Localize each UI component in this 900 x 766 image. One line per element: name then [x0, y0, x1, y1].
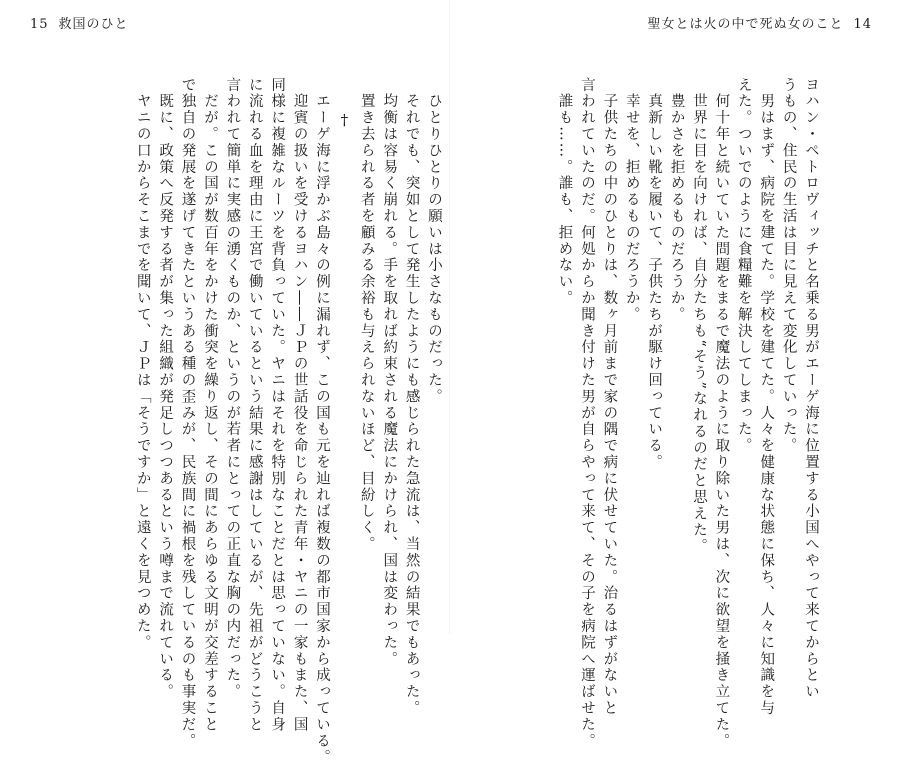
text-line: うもの、住民の生活は目に見えて変化していった。 [780, 77, 797, 455]
left-chapter-title: 救国のひと [58, 17, 129, 32]
right-page-body [553, 77, 822, 750]
left-running-header [30, 13, 129, 32]
left-page-body [131, 77, 445, 766]
left-page-number: 15 [30, 17, 49, 32]
text-line: 何十年と続いていた問題をまるで魔法のように取り除いた男は、次に欲望を掻き立てた。 [713, 77, 730, 750]
text-line: 男はまず、病院を建てた。学校を建てた。人々を健康な状態に保ち、人々に知識を与 [758, 77, 775, 717]
text-line: 置き去られる者を顧みる余裕も与えられないほど、目紛しく。 [358, 77, 375, 553]
text-line: 言われていたのだ。何処からか聞き付けた男が自らやって来て、その子を病院へ運ばせた。 [578, 77, 595, 750]
right-running-header [647, 13, 872, 32]
page-gutter [449, 0, 450, 634]
text-line: で独自の発展を遂げてきたというある種の歪みが、民族間に禍根を残しているのも事実だ。 [179, 77, 196, 750]
text-line: 同様に複雑なルーツを背負っていた。ヤニはそれを特別なことだとは思っていない。自身 [269, 77, 286, 733]
text-line: だが。この国が数百年をかけた衝突を繰り返し、その間にあらゆる文明が交差すること [201, 77, 218, 733]
text-line: 言われて簡単に実感の湧くものか、というのが若者にとっての正直な胸の内だった。 [224, 77, 241, 701]
text-line: 幸せを、拒めるものだろうか。 [623, 77, 640, 323]
text-line: 世界に目を向ければ、自分たちも“そう”なれるのだと思えた。 [690, 77, 707, 555]
text-line: 子供たちの中のひとりは、数ヶ月前まで家の隅で病に伏せていた。治るはずがないと [601, 77, 618, 717]
text-line: 均衡は容易く崩れる。手を取れば約束される魔法にかけられ、国は変わった。 [381, 77, 398, 668]
text-line: 豊かさを拒めるものだろうか。 [668, 77, 685, 323]
text-line: ヤニの口からそこまでを聞いて、ＪＰは「そうですか」と遠くを見つめた。 [134, 77, 151, 651]
text-line: ひとりひとりの願いは小さなものだった。 [426, 77, 442, 405]
section-break-mark: † [335, 111, 354, 131]
text-line: ヨハン・ペトロヴィッチと名乗る男がエーゲ海に位置する小国へやって来てからとい [803, 77, 819, 701]
text-line: 既に、政策へ反発する者が集った組織が発足しつつあるという噂まで流れている。 [157, 77, 174, 701]
text-line: 迎賓の扱いを受けるヨハン――ＪＰの世話役を命じられた青年・ヤニの一家もまた、国 [291, 77, 308, 733]
text-line: 誰も……。誰も、拒めない。 [556, 77, 573, 307]
text-line: エーゲ海に浮かぶ島々の例に漏れず、この国も元を辿れば複数の都市国家から成っている。 [313, 77, 330, 766]
text-line: に流れる血を理由に王宮で働いているという結果に感謝はしているが、先祖がどうこうと [246, 77, 263, 733]
right-page-number: 14 [853, 17, 872, 32]
text-line: 真新しい靴を履いて、子供たちが駆け回っている。 [646, 77, 663, 471]
right-chapter-title: 聖女とは火の中で死ぬ女のこと [647, 17, 844, 32]
text-line: えた。ついでのように食糧難を解決してしまった。 [735, 77, 752, 455]
text-line: それでも、突如として発生したようにも感じられた急流は、当然の結果でもあった。 [403, 77, 420, 717]
